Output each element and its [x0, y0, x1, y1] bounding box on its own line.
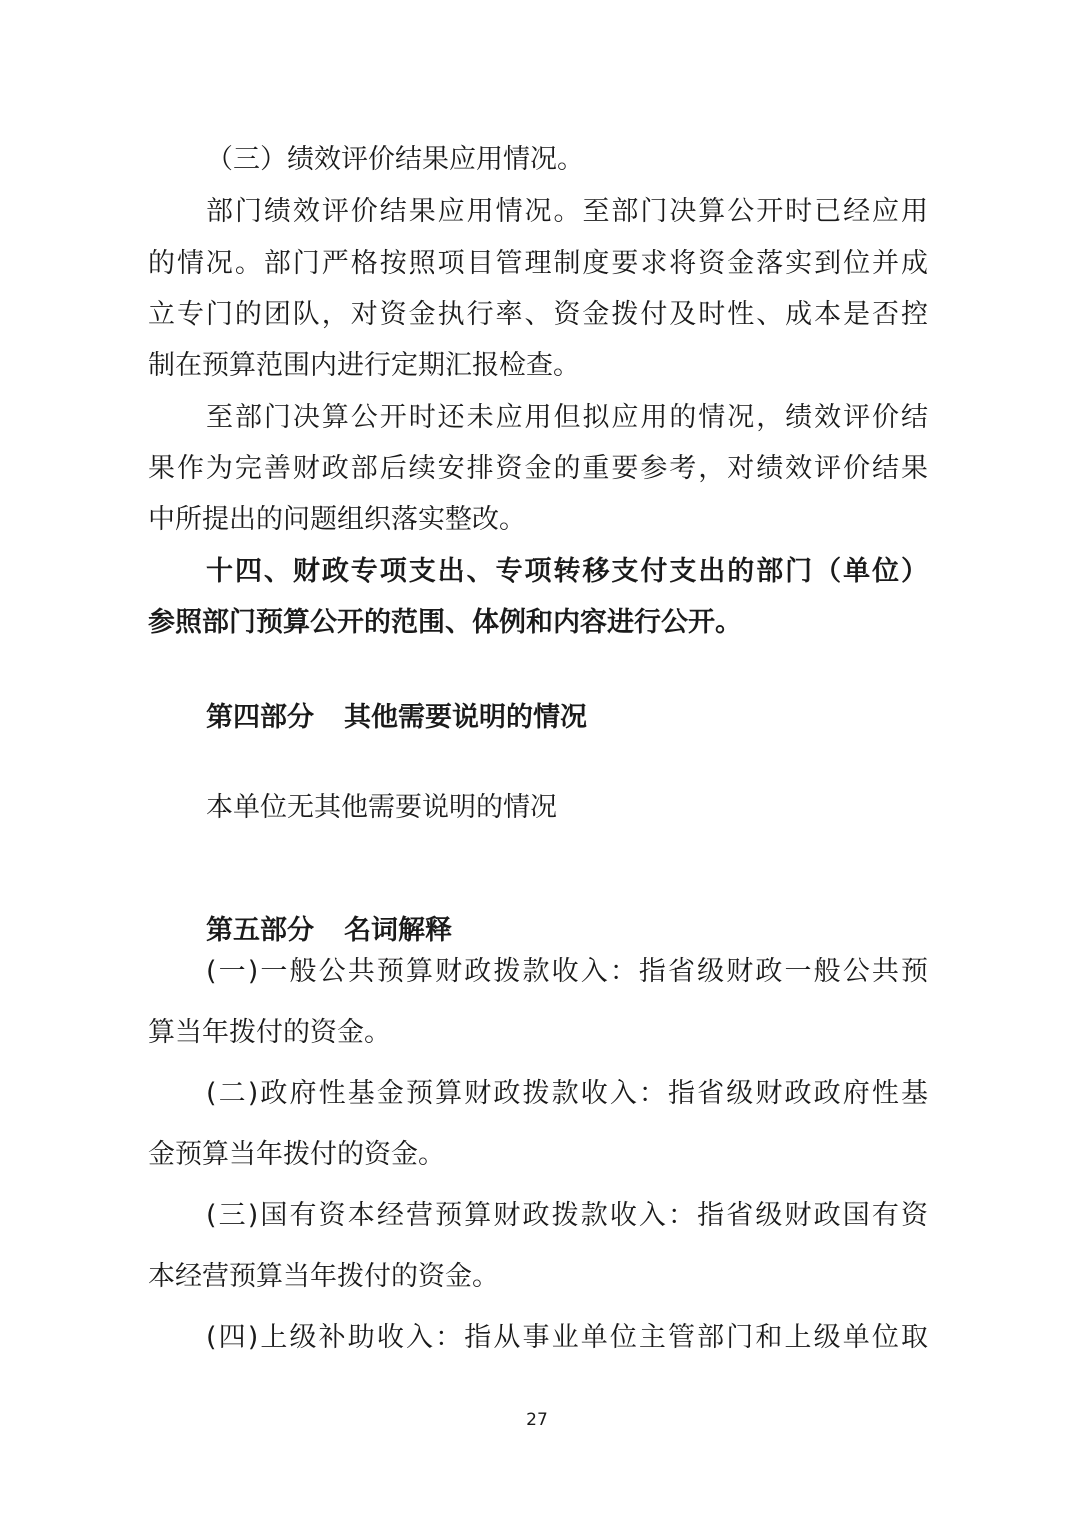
paragraph-line: 至部门决算公开时还未应用但拟应用的情况，绩效评价结 [206, 402, 928, 433]
paragraph-line: 的情况。部门严格按照项目管理制度要求将资金落实到位并成 [148, 248, 928, 279]
definition-line: (二)政府性基金预算财政拨款收入：指省级财政政府性基 [206, 1078, 928, 1109]
part-5-label: 第五部分 [206, 915, 314, 946]
item-14-line: 参照部门预算公开的范围、体例和内容进行公开。 [148, 607, 742, 638]
part-4-heading [206, 698, 587, 738]
part-4-title: 其他需要说明的情况 [344, 702, 587, 733]
paragraph-line: 制在预算范围内进行定期汇报检查。 [148, 350, 580, 381]
paragraph-line: 中所提出的问题组织落实整改。 [148, 504, 526, 535]
paragraph-line: 部门绩效评价结果应用情况。至部门决算公开时已经应用 [206, 196, 928, 227]
paragraph-line: 立专门的团队，对资金执行率、资金拨付及时性、成本是否控 [148, 299, 928, 330]
item-14-line: 十四、财政专项支出、专项转移支付支出的部门（单位） [206, 556, 928, 587]
definition-line: 算当年拨付的资金。 [148, 1017, 391, 1048]
paragraph-line: 果作为完善财政部后续安排资金的重要参考，对绩效评价结果 [148, 453, 928, 484]
page-number: 27 [526, 1410, 548, 1430]
part-4-label: 第四部分 [206, 702, 314, 733]
definition-line: (三)国有资本经营预算财政拨款收入：指省级财政国有资 [206, 1200, 928, 1231]
definition-line: (一)一般公共预算财政拨款收入：指省级财政一般公共预 [206, 956, 928, 987]
definition-line: (四)上级补助收入：指从事业单位主管部门和上级单位取 [206, 1322, 928, 1353]
part-4-body: 本单位无其他需要说明的情况 [206, 792, 557, 823]
definition-line: 金预算当年拨付的资金。 [148, 1139, 445, 1170]
part-5-heading [206, 911, 452, 951]
section-title: （三）绩效评价结果应用情况。 [206, 144, 584, 175]
definition-line: 本经营预算当年拨付的资金。 [148, 1261, 499, 1292]
part-5-title: 名词解释 [344, 915, 452, 946]
